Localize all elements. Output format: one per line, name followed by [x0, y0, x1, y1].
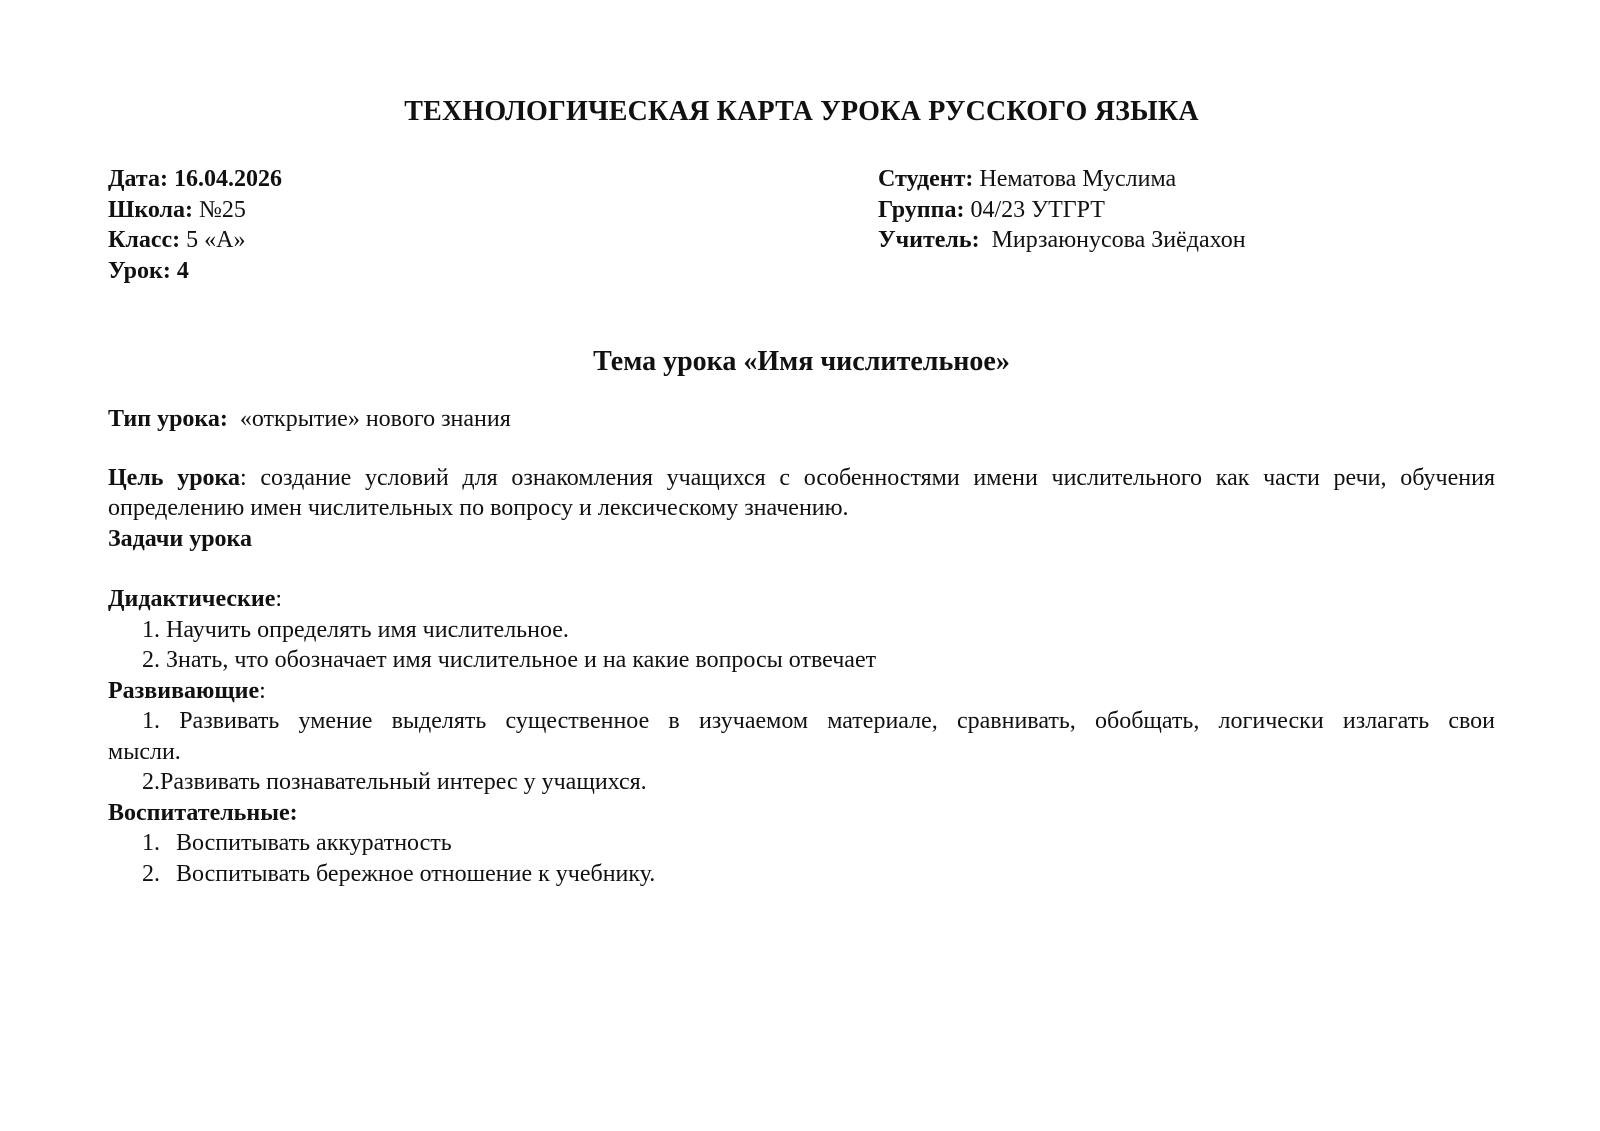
- didactic-label: Дидактические: [108, 586, 276, 612]
- educational-item-1: [108, 828, 1495, 859]
- lesson-aim-text: : создание условий для ознакомления учащихся с особенностями имени числительного как части речи, обучения определению имен числительных по вопросу и лексическому значению.: [108, 464, 1495, 521]
- educational-item-1-number: 1.: [142, 830, 160, 856]
- group-label: Группа:: [878, 196, 965, 223]
- lesson-topic: Тема урока «Имя числительное»: [593, 346, 1010, 377]
- didactic-heading: [108, 584, 1495, 615]
- student-value: Нематова Муслима: [973, 166, 1177, 192]
- student-label: Студент:: [878, 166, 974, 192]
- lesson-number-line: Урок: 4: [108, 257, 189, 284]
- school-line: [108, 195, 878, 226]
- educational-item-2: [108, 859, 1495, 890]
- school-label: Школа:: [108, 196, 194, 223]
- student-line: [878, 164, 1495, 195]
- header-info: [108, 164, 1495, 286]
- class-value: 5 «А»: [180, 227, 246, 253]
- teacher-label: Учитель:: [878, 227, 980, 253]
- didactic-item-2: 2. Знать, что обозначает имя числительное и на какие вопросы отвечает: [142, 647, 877, 673]
- developing-item-1-continuation: мысли.: [108, 738, 181, 765]
- lesson-type: [108, 404, 1495, 435]
- school-value: №25: [193, 196, 246, 223]
- educational-item-2-text: Воспитывать бережное отношение к учебнику.: [176, 860, 656, 887]
- developing-suffix: :: [259, 677, 266, 704]
- date-line: Дата: 16.04.2026: [108, 166, 282, 192]
- educational-heading: Воспитательные:: [108, 799, 298, 826]
- teacher-value: Мирзаюнусова Зиёдахон: [979, 227, 1246, 253]
- developing-item-2: 2.Развивать познавательный интерес у учащихся.: [142, 769, 647, 795]
- developing-label: Развивающие: [108, 677, 260, 704]
- didactic-item-1: 1. Научить определять имя числительное.: [142, 616, 569, 643]
- lesson-aim: [108, 463, 1495, 524]
- document-title: ТЕХНОЛОГИЧЕСКАЯ КАРТА УРОКА РУССКОГО ЯЗЫКА: [404, 96, 1199, 127]
- teacher-line: [878, 225, 1495, 256]
- educational-item-1-text: Воспитывать аккуратность: [176, 830, 452, 856]
- info-right-column: [878, 164, 1495, 286]
- developing-heading: [108, 676, 1495, 707]
- lesson-aim-label: Цель урока: [108, 464, 241, 491]
- developing-item-1: 1. Развивать умение выделять существенное в изучаемом материале, сравнивать, обобщать, логически излагать свои: [142, 708, 1495, 734]
- educational-item-2-number: 2.: [142, 860, 160, 887]
- info-left-column: [108, 164, 878, 286]
- tasks-title: Задачи урока: [108, 525, 253, 552]
- class-label: Класс:: [108, 227, 181, 253]
- group-value: 04/23 УТГРТ: [964, 196, 1105, 223]
- class-line: [108, 225, 878, 256]
- lesson-type-label: Тип урока:: [108, 406, 228, 432]
- didactic-suffix: :: [275, 586, 283, 612]
- lesson-type-value: «открытие» нового знания: [227, 406, 511, 432]
- group-line: [878, 195, 1495, 226]
